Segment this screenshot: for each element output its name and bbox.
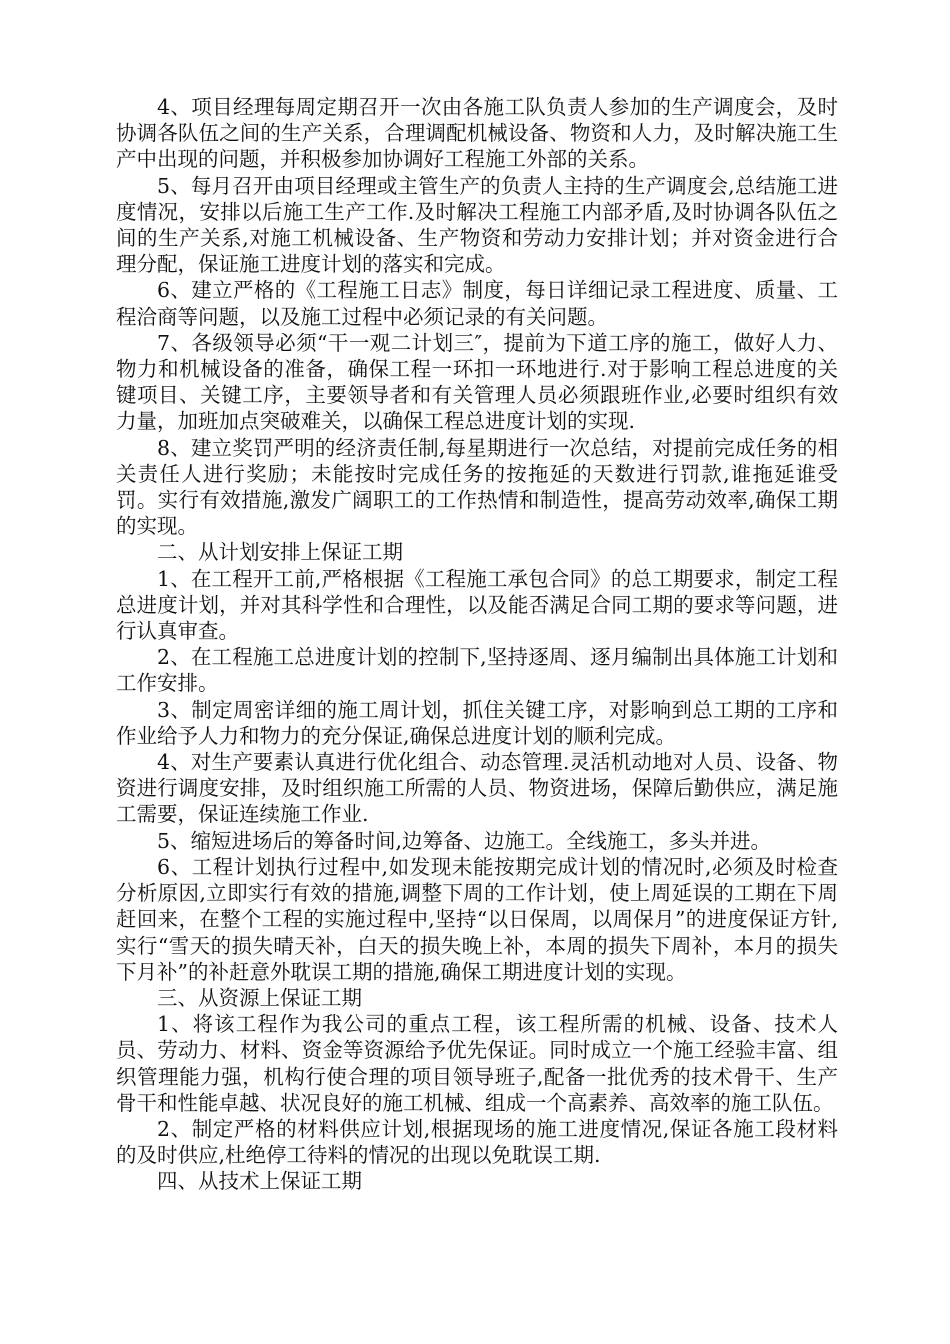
document-body: [116, 94, 838, 1195]
section-heading-3: 三、从资源上保证工期: [157, 985, 362, 1010]
paragraph-item-6-construction-log: 6、建立严格的《工程施工日志》制度，每日详细记录工程进度、质量、工程洽商等问题，以及施工过程中必须记录的有关问题。: [116, 278, 838, 329]
section-heading-2: 二、从计划安排上保证工期: [157, 540, 403, 565]
paragraph-plan-item-4: 4、对生产要素认真进行优化组合、动态管理.灵活机动地对人员、设备、物资进行调度安排，及时组织施工所需的人员、物资进场，保障后勤供应，满足施工需要，保证连续施工作业.: [116, 750, 838, 827]
paragraph-item-5-monthly-meeting: 5、每月召开由项目经理或主管生产的负责人主持的生产调度会,总结施工进度情况，安排以后施工生产工作.及时解决工程施工内部矛盾,及时协调各队伍之间的生产关系,对施工机械设备、生产物资和劳动力安排计划；并对资金进行合理分配，保证施工进度计划的落实和完成。: [116, 173, 838, 277]
paragraph-plan-item-5: 5、缩短进场后的筹备时间,边筹备、边施工。全线施工，多头并进。: [157, 828, 772, 853]
paragraph-item-8-reward-penalty: 8、建立奖罚严明的经济责任制,每星期进行一次总结，对提前完成任务的相关责任人进行奖励；未能按时完成任务的按拖延的天数进行罚款,谁拖延谁受罚。实行有效措施,激发广阔职工的工作热情和制造性，提高劳动效率,确保工期的实现。: [116, 435, 838, 539]
section-heading-4: 四、从技术上保证工期: [157, 1169, 362, 1194]
paragraph-plan-item-6: 6、工程计划执行过程中,如发现未能按期完成计划的情况时,必须及时检查分析原因,立即实行有效的措施,调整下周的工作计划，使上周延误的工期在下周赶回来，在整个工程的实施过程中,坚持“以日保周，以周保月”的进度保证方针,实行“雪天的损失晴天补，白天的损失晚上补，本周的损失下周补，本月的损失下月补”的补赶意外耽误工期的措施,确保工期进度计划的实现。: [116, 854, 838, 984]
paragraph-resource-item-1: 1、将该工程作为我公司的重点工程，该工程所需的机械、设备、技术人员、劳动力、材料、资金等资源给予优先保证。同时成立一个施工经验丰富、组织管理能力强，机构行使合理的项目领导班子,配备一批优秀的技术骨干、生产骨干和性能卓越、状况良好的施工机械、组成一个高素养、高效率的施工队伍。: [116, 1012, 838, 1115]
paragraph-resource-item-2: 2、制定严格的材料供应计划,根据现场的施工进度情况,保证各施工段材料的及时供应,杜绝停工待料的情况的出现以免耽误工期.: [116, 1116, 838, 1168]
paragraph-plan-item-1: 1、在工程开工前,严格根据《工程施工承包合同》的总工期要求，制定工程总进度计划，并对其科学性和合理性，以及能否满足合同工期的要求等问题，进行认真审查。: [116, 566, 838, 644]
paragraph-item-4-weekly-meeting: 4、项目经理每周定期召开一次由各施工队负责人参加的生产调度会，及时协调各队伍之间的生产关系，合理调配机械设备、物资和人力，及时解决施工生产中出现的问题，并积极参加协调好工程施工外部的关系。: [116, 95, 838, 172]
paragraph-item-7-leadership: 7、各级领导必须“干一观二计划三″，提前为下道工序的施工，做好人力、物力和机械设备的准备，确保工程一环扣一环地进行.对于影响工程总进度的关键项目、关键工序，主要领导者和有关管理人员必须跟班作业,必要时组织有效力量，加班加点突破难关，以确保工程总进度计划的实现.: [116, 330, 838, 434]
paragraph-plan-item-2: 2、在工程施工总进度计划的控制下,坚持逐周、逐月编制出具体施工计划和工作安排。: [116, 645, 838, 696]
paragraph-plan-item-3: 3、制定周密详细的施工周计划，抓住关键工序，对影响到总工期的工序和作业给予人力和物力的充分保证,确保总进度计划的顺利完成。: [116, 697, 838, 748]
